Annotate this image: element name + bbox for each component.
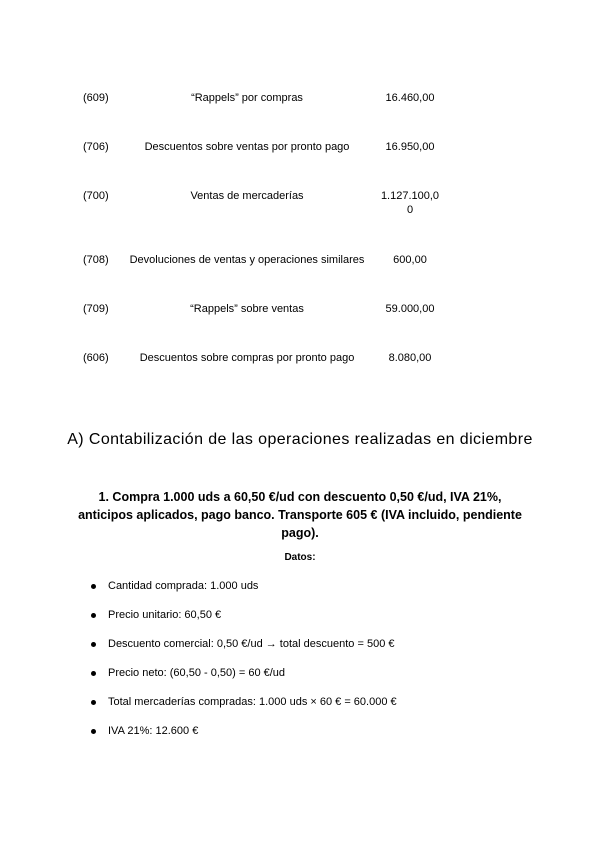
account-code: (700) bbox=[83, 190, 109, 202]
account-description: Descuentos sobre ventas por pronto pago bbox=[144, 141, 350, 153]
bullet-icon bbox=[91, 671, 96, 676]
account-row bbox=[0, 302, 600, 334]
account-amount: 8.080,00 bbox=[388, 352, 432, 364]
list-item-text: Precio unitario: 60,50 € bbox=[108, 609, 222, 621]
account-amount: 600,00 bbox=[393, 254, 427, 266]
list-item-text: Cantidad comprada: 1.000 uds bbox=[108, 580, 259, 592]
list-item-text: Descuento comercial: 0,50 €/ud → total descuento = 500 € bbox=[108, 638, 395, 650]
list-item-text: IVA 21%: 12.600 € bbox=[108, 725, 199, 737]
section-heading: A) Contabilización de las operaciones realizadas en diciembre bbox=[67, 431, 533, 448]
bullet-icon bbox=[91, 642, 96, 647]
account-row bbox=[0, 351, 600, 383]
list-item-text: Precio neto: (60,50 - 0,50) = 60 €/ud bbox=[108, 667, 286, 679]
datos-heading: Datos: bbox=[284, 552, 316, 563]
account-description: Devoluciones de ventas y operaciones similares bbox=[129, 254, 365, 266]
account-description: “Rappels” por compras bbox=[191, 92, 303, 104]
account-description: Descuentos sobre compras por pronto pago bbox=[139, 352, 355, 364]
bullet-icon bbox=[91, 613, 96, 618]
account-amount: 16.460,00 bbox=[385, 92, 435, 104]
account-code: (706) bbox=[83, 141, 109, 153]
account-row bbox=[0, 91, 600, 123]
account-code: (609) bbox=[83, 92, 109, 104]
bullet-icon bbox=[91, 700, 96, 705]
account-code: (606) bbox=[83, 352, 109, 364]
bullet-icon bbox=[91, 729, 96, 734]
account-code: (708) bbox=[83, 254, 109, 266]
account-row bbox=[0, 140, 600, 172]
list-item-text: Total mercaderías compradas: 1.000 uds × 60 € = 60.000 € bbox=[108, 696, 397, 708]
account-amount: 59.000,00 bbox=[385, 303, 435, 315]
account-row bbox=[0, 189, 600, 221]
account-row bbox=[0, 253, 600, 285]
account-amount: 1.127.100,00 bbox=[380, 190, 440, 216]
account-code: (709) bbox=[83, 303, 109, 315]
bullet-icon bbox=[91, 584, 96, 589]
account-amount: 16.950,00 bbox=[385, 141, 435, 153]
account-description: Ventas de mercaderías bbox=[190, 190, 304, 202]
operation-heading: 1. Compra 1.000 uds a 60,50 €/ud con descuento 0,50 €/ud, IVA 21%, anticipos aplicados, pago banco. Transporte 605 € (IVA incluido, pendiente pago). bbox=[78, 490, 522, 540]
account-description: “Rappels” sobre ventas bbox=[190, 303, 304, 315]
